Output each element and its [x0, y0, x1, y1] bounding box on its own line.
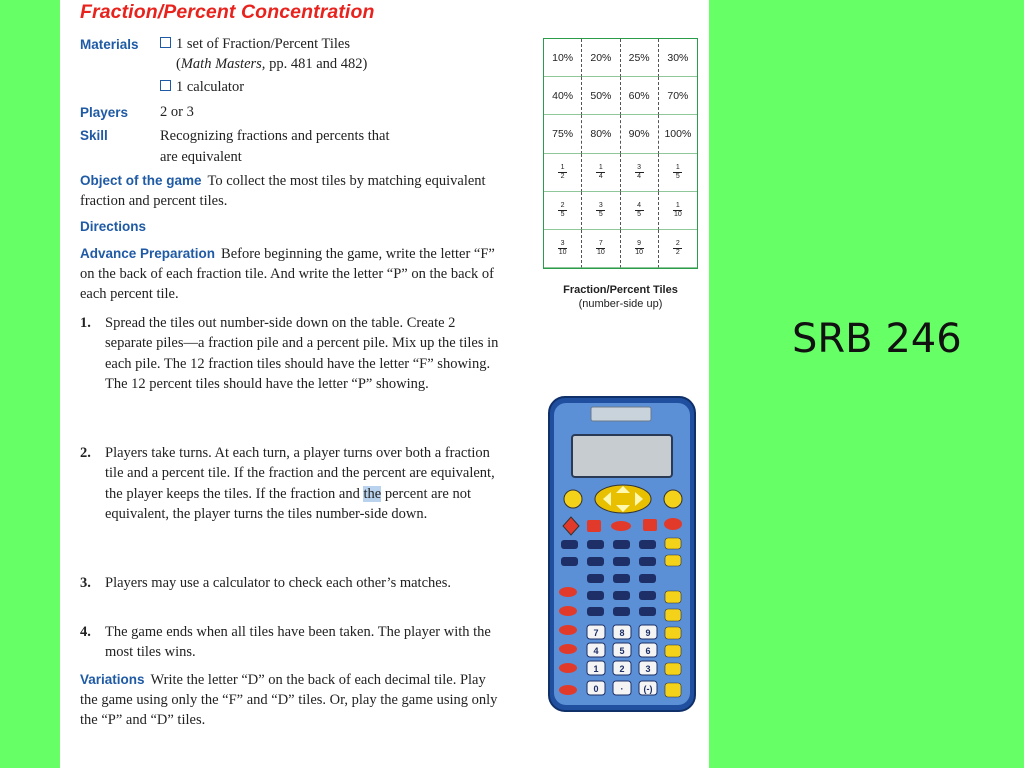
fraction-denominator: 5 [598, 210, 603, 218]
srb-reference: SRB 246 [792, 316, 962, 362]
fraction-tile [582, 192, 620, 230]
fraction-denominator: 4 [598, 172, 603, 180]
fraction-tile [621, 192, 659, 230]
variations: Variations Write the letter “D” on the back of each decimal tile. Play the game using only the “F” and “D” tiles. Or, play the game using only the “P” and “D” tiles. [80, 672, 498, 728]
percent-tile: 80% [582, 115, 620, 153]
calculator-illustration [547, 395, 697, 713]
materials-label: Materials [80, 37, 139, 52]
object-of-game: Object of the game To collect the most tiles by matching equivalent fraction and percent tiles. [80, 173, 486, 209]
fraction-numerator: 2 [675, 239, 680, 247]
percent-tile: 10% [544, 39, 582, 77]
checkbox-icon [160, 37, 171, 48]
fraction-value [558, 240, 567, 257]
directions-heading: Directions [80, 219, 147, 234]
percent-tile: 20% [582, 39, 620, 77]
calculator-key-label: 8 [619, 628, 625, 638]
fraction-denominator: 5 [637, 210, 642, 218]
step-4: 4. The game ends when all tiles have been taken. The player with the most tiles wins. [80, 624, 491, 661]
percent-tile: 90% [621, 115, 659, 153]
fraction-numerator: 3 [598, 201, 603, 209]
skill-label: Skill [80, 128, 108, 143]
fraction-tile [659, 230, 697, 268]
fraction-numerator: 1 [675, 163, 680, 171]
fraction-tile [544, 192, 582, 230]
step-3: 3. Players may use a calculator to check each other’s matches. [80, 575, 451, 591]
tiles-caption: Fraction/Percent Tiles (number-side up) [563, 284, 678, 310]
calculator-key-label: 5 [619, 646, 625, 656]
fraction-value [673, 240, 682, 257]
fraction-tile [544, 154, 582, 192]
fraction-numerator: 3 [637, 163, 642, 171]
fraction-denominator: 4 [637, 172, 642, 180]
percent-tile: 60% [621, 77, 659, 115]
materials-item-1: 1 set of Fraction/Percent Tiles [160, 34, 350, 54]
calculator-key-label: 3 [645, 664, 651, 674]
fraction-numerator: 7 [598, 239, 603, 247]
fraction-value [673, 202, 682, 219]
page-title: Fraction/Percent Concentration [80, 1, 375, 23]
fraction-value [596, 202, 605, 219]
fraction-value [558, 164, 567, 181]
skill-line-1: Recognizing fractions and percents that [160, 128, 390, 144]
calculator-key-label: 2 [619, 664, 625, 674]
fraction-tile [582, 230, 620, 268]
players-label: Players [80, 105, 129, 120]
fraction-numerator: 9 [637, 239, 642, 247]
percent-tile: 70% [659, 77, 697, 115]
fraction-tile [659, 154, 697, 192]
percent-tile: 30% [659, 39, 697, 77]
fraction-value [673, 164, 682, 181]
players-value: 2 or 3 [160, 104, 194, 120]
fraction-value [596, 240, 605, 257]
checkbox-icon [160, 80, 171, 91]
fraction-value [635, 202, 644, 219]
fraction-tile [659, 192, 697, 230]
step-2: 2. Players take turns. At each turn, a player turns over both a fraction tile and a percent tile. If the fraction and the percent are equivalent, the player keeps the tiles. If the fraction and the percent are not equivalent, the player turns the tiles number-side down. [80, 445, 495, 522]
fraction-value [635, 240, 644, 257]
fraction-denominator: 10 [673, 210, 682, 218]
fraction-denominator: 5 [675, 172, 680, 180]
fraction-tile [582, 154, 620, 192]
fraction-denominator: 2 [675, 248, 680, 256]
calculator-key-label: 9 [645, 628, 651, 638]
calculator-key-label: 6 [645, 646, 651, 656]
calculator-key-label: (-) [643, 684, 653, 694]
percent-tile: 25% [621, 39, 659, 77]
fraction-value [558, 202, 567, 219]
fraction-numerator: 1 [560, 163, 565, 171]
fraction-tile [621, 230, 659, 268]
percent-tile: 50% [582, 77, 620, 115]
calculator-display [572, 435, 672, 477]
fraction-denominator: 10 [558, 248, 567, 256]
calculator-key-label: 7 [593, 628, 599, 638]
fraction-value [635, 164, 644, 181]
advance-preparation: Advance Preparation Before beginning the game, write the letter “F” on the back of each fraction tile. And write the letter “P” on the back of each percent tile. [80, 246, 495, 302]
fraction-numerator: 1 [598, 163, 603, 171]
fraction-numerator: 2 [560, 201, 565, 209]
fraction-numerator: 1 [675, 201, 680, 209]
fraction-numerator: 3 [560, 239, 565, 247]
percent-tile: 100% [659, 115, 697, 153]
fraction-numerator: 4 [637, 201, 642, 209]
fraction-denominator: 2 [560, 172, 565, 180]
calculator-key-label: 1 [593, 664, 599, 674]
fraction-value [596, 164, 605, 181]
highlighted-text: the [363, 485, 382, 502]
step-1: 1. Spread the tiles out number-side down on the table. Create 2 separate piles—a fraction pile and a percent pile. Mix up the tiles in each pile. The 12 fraction tiles should have the letter “F” showing. The 12 percent tiles should have the letter “P” showing. [80, 315, 499, 392]
materials-item-2: 1 calculator [160, 77, 244, 97]
calculator-key-label: 4 [593, 646, 599, 656]
fraction-tile [544, 230, 582, 268]
materials-item-1-source: (Math Masters, pp. 481 and 482) [176, 56, 368, 72]
fraction-denominator: 5 [560, 210, 565, 218]
percent-tile: 40% [544, 77, 582, 115]
fraction-denominator: 10 [635, 248, 644, 256]
percent-tile: 75% [544, 115, 582, 153]
fraction-denominator: 10 [596, 248, 605, 256]
fraction-tile [621, 154, 659, 192]
skill-line-2: are equivalent [160, 149, 242, 165]
worksheet-page [60, 0, 709, 768]
fraction-percent-tiles [543, 38, 698, 269]
calculator-key-label: 0 [593, 684, 599, 694]
calculator-key-label: · [620, 684, 624, 694]
